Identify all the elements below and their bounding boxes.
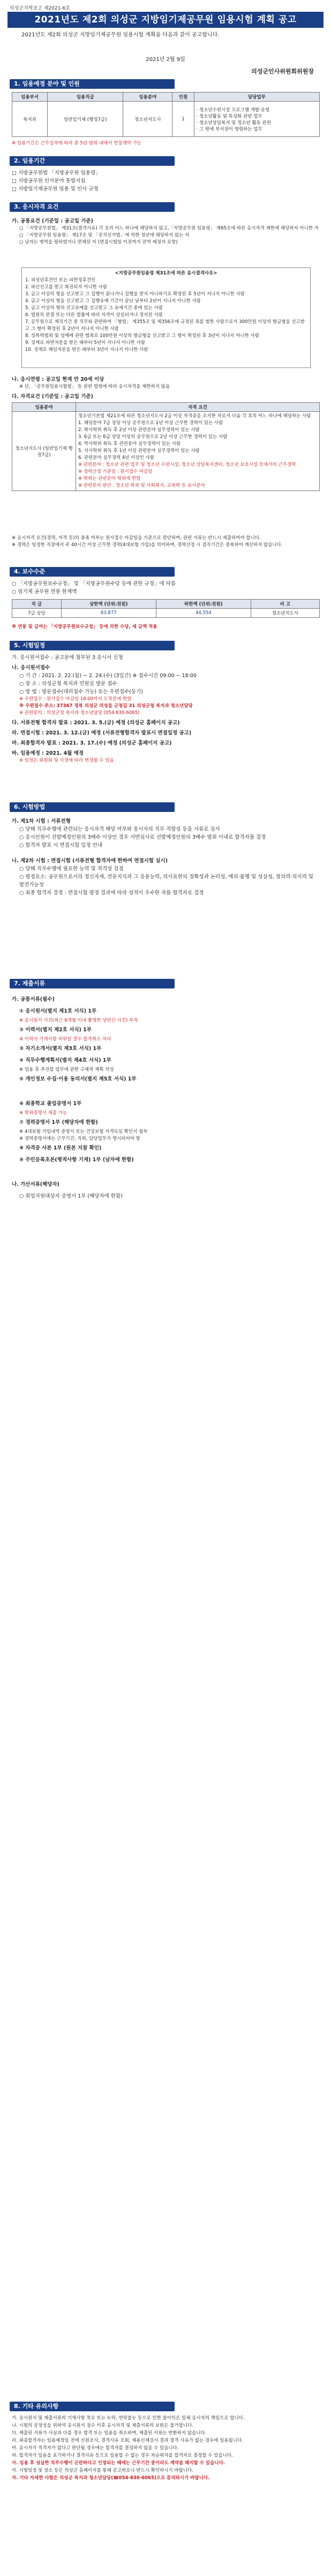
list-item: 6. 법원의 판결 또는 다른 법률에 따라 자격이 상실되거나 정지된 사람 [25, 312, 163, 318]
list-item: 8. 성폭력범죄 및 성매매 관련 범죄로 100만원 이상의 벌금형을 선고받고 그 형이 확정된 후 3년이 지나지 아니한 사람 [25, 333, 259, 339]
document-item: ④ 직무수행계획서(별지 제4호 서식) 1부 [19, 1057, 111, 1063]
subsection-title: 가. 공통요건 (기준일 : 공고일 기준) [12, 218, 93, 224]
list-item: ○ 방 법 : 방문접수(대리접수 가능) 또는 우편접수(등기) [19, 689, 143, 695]
document-item: ③ 자기소개서(별지 제3호 서식) 1부 [19, 1046, 102, 1052]
notice-item: 나. 시험의 공정성을 위하여 응시원서 접수 이후 응시자격 및 제출서류의 보완은 불가합니다. [12, 2423, 193, 2428]
disqualification-box [21, 267, 311, 368]
duty-item: · 청소년수련시설 프로그램 개발·운영 [196, 107, 270, 113]
section-4-heading: 4. 보수수준 [10, 567, 175, 577]
duties-cell [194, 102, 319, 137]
table-header: 임용분야 [123, 93, 172, 102]
list-item: 7. 공무원으로 재직기간 중 직무와 관련하여 「형법」 제355조 및 제356조에 규정된 죄를 범한 사람으로서 300만원 이상의 벌금형을 선고받고 그 형이 확정된 후 2년이 지나지 아니한 사람 [25, 319, 305, 332]
list-item: ○ 장 소 : 의성군청 복지과 민원실 방문 접수 [19, 681, 117, 687]
table-row [12, 412, 320, 491]
notice-item: 아. 시험일정 및 장소 등은 의성군 홈페이지를 통해 공고하오니 반드시 확인하시기 바랍니다. [12, 2468, 193, 2473]
list-item: □ 지방공무원 인사분야 통합지침 [12, 178, 86, 184]
section-5-body [12, 654, 320, 764]
notice-item: 다. 제출된 서류가 사실과 다를 경우 합격 또는 임용을 취소하며, 제출된 서류는 반환하지 않습니다. [12, 2431, 207, 2436]
document-item: ⑤ 개인정보 수집·이용 동의서(별지 제5호 서식) 1부 [19, 1076, 137, 1082]
schedule-item: 마. 최종합격자 발표 : 2021. 3. 17.(수) 예정 (의성군 홈페이지 공고) [12, 740, 172, 746]
requirement-note: ※ 관련분야 판단 : 청소년 학과 및 사회복지, 교육학 등 유사분야 [78, 483, 205, 488]
table-cell: 7급 상당 [12, 609, 62, 618]
requirement-item: 5. 석사학위 취득 후 1년 이상 관련분야 실무경력이 있는 사람 [78, 448, 200, 454]
list-note: ※ 일정은 위원회 및 사정에 따라 변경될 수 있음 [19, 758, 114, 763]
salary-table [12, 599, 320, 618]
table-header: 자격 요건 [76, 403, 320, 412]
document-note: ※ 응시원서 사진(최근 6개월 이내 촬영한 상반신 사진) 부착 [19, 1018, 138, 1023]
document-note: ※ 임용 후 추진할 업무에 관한 구체적 계획 작성 [19, 1067, 114, 1072]
document-item: ⑧ 자격증 사본 1부 (원본 지참 확인) [19, 1145, 102, 1151]
salary-note: ※ 연봉 및 급여는 「지방공무원보수규정」 등에 의한 수당, 세 금액 적용 [12, 624, 157, 630]
table-cell: 청소년지도사 [251, 609, 319, 618]
notice-date: 2021년 2월 9일 [146, 57, 185, 63]
list-item: ○ 당해 직무수행에 필요한 능력 및 적격성 검정 [19, 866, 124, 872]
qualification-table [12, 402, 320, 491]
list-item: □ 지방임기제공무원 임용 및 인사 규정 [12, 186, 99, 192]
table-header: 비 고 [251, 600, 319, 609]
document-note: ※ 경력증명서에는 근무기간, 직위, 담당업무가 명시되어야 함 [19, 1136, 140, 1141]
section-2-heading: 2. 임용기간 [10, 156, 175, 166]
subsection-title: 가. 제1차 시험 : 서류전형 [12, 818, 71, 824]
table-header: 인원 [172, 93, 194, 102]
list-item: ○ 남자는 병역을 필하였거나 면제된 자 (면접시험일 이전까지 전역 예정자 포함) [19, 240, 178, 245]
document-item: ⑦ 경력증명서 1부 (해당자에 한함) [19, 1120, 98, 1125]
table-cell: 44,554 [156, 609, 251, 618]
notice-item: 마. 응시자가 적격자가 없다고 판단될 경우에는 합격자를 결정하지 않을 수 있습니다. [12, 2445, 179, 2451]
duty-item: · 그 밖에 부서장이 명령하는 업무 [196, 126, 262, 132]
list-item: 3. 금고 이상의 형을 선고받고 그 집행이 끝나거나 집행을 받지 아니하기로 확정된 후 5년이 지나지 아니한 사람 [25, 292, 245, 297]
document-note: ※ 4대보험 가입내역 증명서 또는 건강보험 자격득실 확인서 첨부 [19, 1129, 148, 1134]
table-row [12, 609, 320, 618]
section-7-heading: 7. 제출서류 [10, 979, 175, 988]
section-4-body [12, 580, 320, 596]
section-8-body [12, 2414, 320, 2482]
table-header-row [12, 93, 320, 102]
document-item: ② 이력서(별지 제2호 서식) 1부 [19, 1027, 92, 1033]
table-header-row [12, 600, 320, 609]
requirement-item: 6. 관련분야 실무경력 4년 이상인 사람 [78, 455, 154, 461]
document-item: ⑥ 최종학교 졸업증명서 1부 [19, 1101, 82, 1107]
section-5-heading: 5. 시험일정 [10, 641, 175, 650]
subsection-title: 나. 제2차 시험 : 면접시험 (서류전형 합격자에 한하여 면접시험 실시) [12, 858, 168, 864]
notice-item: 바. 합격자가 임용을 포기하거나 결격사유 등으로 임용할 수 없는 경우 차순위자를 합격자로 결정할 수 있습니다. [12, 2453, 233, 2458]
notice-item: 사. 임용 후 성실한 직무수행이 곤란하다고 인정되는 때에는 근무기간 중이라도 계약을 해지할 수 있습니다. [12, 2460, 225, 2466]
section-6-heading: 6. 시험방법 [10, 802, 175, 812]
section-1-heading: 1. 임용예정 분야 및 인원 [10, 79, 175, 89]
list-item: ○ 「지방공무원보수규정」 및 「지방공무원수당 등에 관한 규정」에 따름 [12, 581, 176, 587]
list-item: ○ 임기제 공무원 연봉 한계액 [12, 589, 77, 595]
list-item: ○ 합격자 발표 시 면접시험 일정 안내 [19, 842, 102, 848]
table-cell: 청소년지도사 (일반임기제 행정7급) [12, 412, 76, 491]
schedule-item: 바. 임용예정 : 2021. 4월 예정 [12, 750, 84, 756]
document-number: 의성군지역공고 제2021-6호 [10, 6, 70, 11]
section-7-body [12, 992, 320, 1202]
requirement-note: ※ 학위는 관련분야 학위에 한함 [78, 476, 141, 481]
list-note: ※ 관련문의 : 의성군청 복지과 청소년담당 (054-830-6065) [19, 710, 140, 716]
document-note: ※ 학위증명서 제출 가능 [19, 1110, 67, 1116]
document-item: ① 응시원서(별지 제1호 서식) 1부 [19, 1008, 97, 1014]
list-note: ※ 우편접수 : 원서접수 마감일 18:00까지 도착분에 한함 [19, 696, 132, 702]
schedule-item: 다. 서류전형 합격자 발표 : 2021. 3. 5.(금) 예정 (의성군 홈페이지 공고) [12, 720, 180, 726]
list-item: ※ 단, 「공무원임용시험령」 등 관련 법령에 따라 응시자격을 제한하지 않음 [19, 384, 170, 389]
table-cell: 일반임기제 (행정7급) [48, 102, 123, 137]
duty-item: · 청소년활동 및 특성화 관련 업무 [196, 113, 262, 119]
section-2-body [12, 169, 320, 193]
document-item: ○ 취업지원대상자 증명서 1부 (해당자에 한함) [19, 1193, 123, 1199]
positions-table [12, 92, 320, 137]
table-row [12, 102, 320, 137]
list-item: □ 지방공무원법 「지방공무원 임용령」 [12, 170, 101, 176]
list-item: ○ 「지방공무원법」 제31조(결격사유) 각 호의 어느 하나에 해당하지 않고,「지방공무원 임용령」 제65조에 따른 응시자격 제한에 해당하지 아니한 자 [19, 226, 319, 231]
list-item: ○ 기 간 : 2021. 2. 22.(월) ~ 2. 24.(수) (3일간) ※ 접수시간 09:00 ~ 18:00 [19, 673, 197, 679]
table-header-row [12, 403, 320, 412]
notice-item: 자. 기타 자세한 사항은 의성군 복지과 청소년담당(☎054-830-6065)으로 문의하시기 바랍니다. [12, 2475, 210, 2481]
section-3-heading: 3. 응시자격 요건 [10, 202, 175, 212]
subsection-title: 가. 공통서류(필수) [12, 996, 55, 1002]
intro-text: 2021년도 제2회 의성군 지방임기제공무원 임용시험 계획을 다음과 같이 공고합니다. [21, 32, 220, 38]
list-item: ○ 당해 직무수행에 관련되는 응시자격 해당 여부와 응시자의 직무 적합성 등을 서류로 심사 [19, 826, 220, 832]
section-6-body [12, 815, 320, 897]
list-item: ○ 평정요소: 공무원으로서의 정신자세, 전문지식과 그 응용능력, 의사표현의 정확성과 논리성, 예의·품행 및 성실성, 창의력·의지력 및 발전가능성 [19, 874, 314, 888]
table-cell: 복지과 [12, 102, 48, 137]
duty-item: · 청소년상담복지 및 청소년 활동 관련 [196, 120, 271, 126]
schedule-item: 라. 면접시험 : 2021. 3. 12.(금) 예정 (서류전형합격자 발표시 면접일정 공고) [12, 730, 192, 736]
subsection-title: 가. 응시원서접수 : 공고문에 첨부된 3.응시서 신청 [12, 655, 123, 661]
subsection-title: 나. 가산서류(해당자) [12, 1182, 60, 1187]
list-item: 5. 금고 이상의 형의 선고유예를 선고받고 그 유예기간 중에 있는 사람 [25, 305, 163, 311]
document-item: ⑨ 주민등록초본(병적사항 기재) 1부 (남자에 한함) [19, 1157, 134, 1163]
list-item: 1. 피성년후견인 또는 피한정후견인 [25, 278, 96, 283]
table-header: 상한액 (단위:천원) [61, 600, 156, 609]
requirement-head: 청소년기본법 제21조에 따른 청소년지도사 2급 이상 자격증을 소지한 자로서 다음 각 호의 어느 하나에 해당하는 사람 [78, 413, 311, 419]
list-item: ○ 응시인원이 선발예정인원의 3배수 이상인 경우 서면심사로 선발예정인원의 3배수 범위 이내로 합격자를 결정 [19, 834, 266, 840]
table-header: 임용부서 [12, 93, 48, 102]
notice-item: 라. 최종합격자는 임용예정일 전에 신원조사, 결격사유 조회, 채용신체검사 결과 결격 사유가 없는 경우에 임용됩니다. [12, 2438, 243, 2443]
table-cell: 1 [172, 102, 194, 137]
subsection-title: 다. 자격요건 (기준일 : 공고일 기준) [12, 394, 93, 400]
list-item: 4. 금고 이상의 형을 선고받고 그 집행유예 기간이 끝난 날부터 2년이 지나지 아니한 사람 [25, 298, 201, 304]
document-note: ※ 이력서 기재사항 허위일 경우 합격취소 처리 [19, 1037, 111, 1042]
page-title: 2021년도 제2회 의성군 지방임기제공무원 임용시험 계획 공고 [7, 12, 324, 28]
section-8-heading: 8. 기타 유의사항 [10, 2402, 175, 2411]
requirement-item: 3. 6급 또는 6급 상당 이상의 공무원으로 2년 이상 근무한 경력이 있는 사람 [78, 434, 228, 440]
section-3-body [12, 215, 320, 246]
list-item: 2. 파산선고를 받고 복권되지 아니한 사람 [25, 285, 107, 290]
list-item: ○ 「지방공무원 임용령」 제17조 및 「공직선거법」에 의한 정년에 해당하지 않는 자 [19, 233, 190, 238]
table-cell: 63,877 [61, 609, 156, 618]
requirement-item: 2. 학사학위 취득 후 2년 이상 관련분야 실무경력이 있는 사람 [78, 427, 200, 433]
table-cell: 청소년지도사 [123, 102, 172, 137]
section-3-age [12, 373, 320, 401]
list-item: 9. 징계로 파면처분을 받은 때부터 5년이 지나지 아니한 사람 [25, 340, 145, 346]
qualification-footnote: ※ 응시자격 요건(경력, 자격 등)의 충족 여부는 원서접수 마감일을 기준으로 판단하며, 관련 서류는 반드시 제출하여야 합니다. ※ 경력은 일정한 직장에서 주 40시간 이상 근무한 경력(4대보험 가입)을 의미하며, 경력산정 시 겸직기간은 중복하여 계산하지 않습니다. [12, 535, 283, 548]
issuing-org: 의성군인사위원회위원장 [251, 68, 314, 75]
table-header: 직 급 [12, 600, 62, 609]
subsection-title: 나. 응시연령 : 공고일 현재 만 20세 이상 [12, 377, 104, 382]
table-header: 담당업무 [194, 93, 319, 102]
list-note: ※ 우편접수 주소: 37367 경북 의성군 의성읍 군청길 31 의성군청 복지과 청소년담당 [19, 703, 193, 709]
list-item: 10. 징계로 해임처분을 받은 때부터 3년이 지나지 아니한 사람 [25, 347, 148, 352]
subsection-title: 나. 응시원서접수 [12, 665, 50, 671]
requirement-note: ※ 경력산정 기준일 : 원서접수 마감일 [78, 469, 153, 474]
list-item: ○ 최종 합격자 결정 : 면접시험 평정 결과에 따라 성적이 우수한 자를 합격자로 결정 [19, 890, 204, 896]
requirement-item: 1. 해당분야 7급 상당 이상 공무원으로 1년 이상 근무한 경력이 있는 사람 [78, 420, 223, 426]
section-1-note: ※ 임용기간은 근무실적에 따라 총 5년 범위 내에서 연장계약 가능 [12, 141, 142, 146]
notice-item: 가. 응시원서 및 제출서류의 기재사항 착오 또는 누락, 연락불능 등으로 인한 불이익은 일체 응시자의 책임으로 합니다. [12, 2416, 245, 2421]
box-title: <지방공무원임용령 제31조에 따른 응시결격사유> [115, 271, 217, 276]
table-header: 하한액 (단위:천원) [156, 600, 251, 609]
table-header: 임용분야 [12, 403, 76, 412]
requirement-note: ※ 관련분야 : 청소년 관련 업무 및 청소년 수련시설, 청소년 상담복지센터, 청소년 보호시설 등에서의 근무경력 [78, 462, 296, 467]
requirements-cell [76, 412, 320, 491]
table-header: 임용직급 [48, 93, 123, 102]
requirement-item: 4. 박사학위 취득 후 관련분야 실무경력이 있는 사람 [78, 441, 181, 447]
